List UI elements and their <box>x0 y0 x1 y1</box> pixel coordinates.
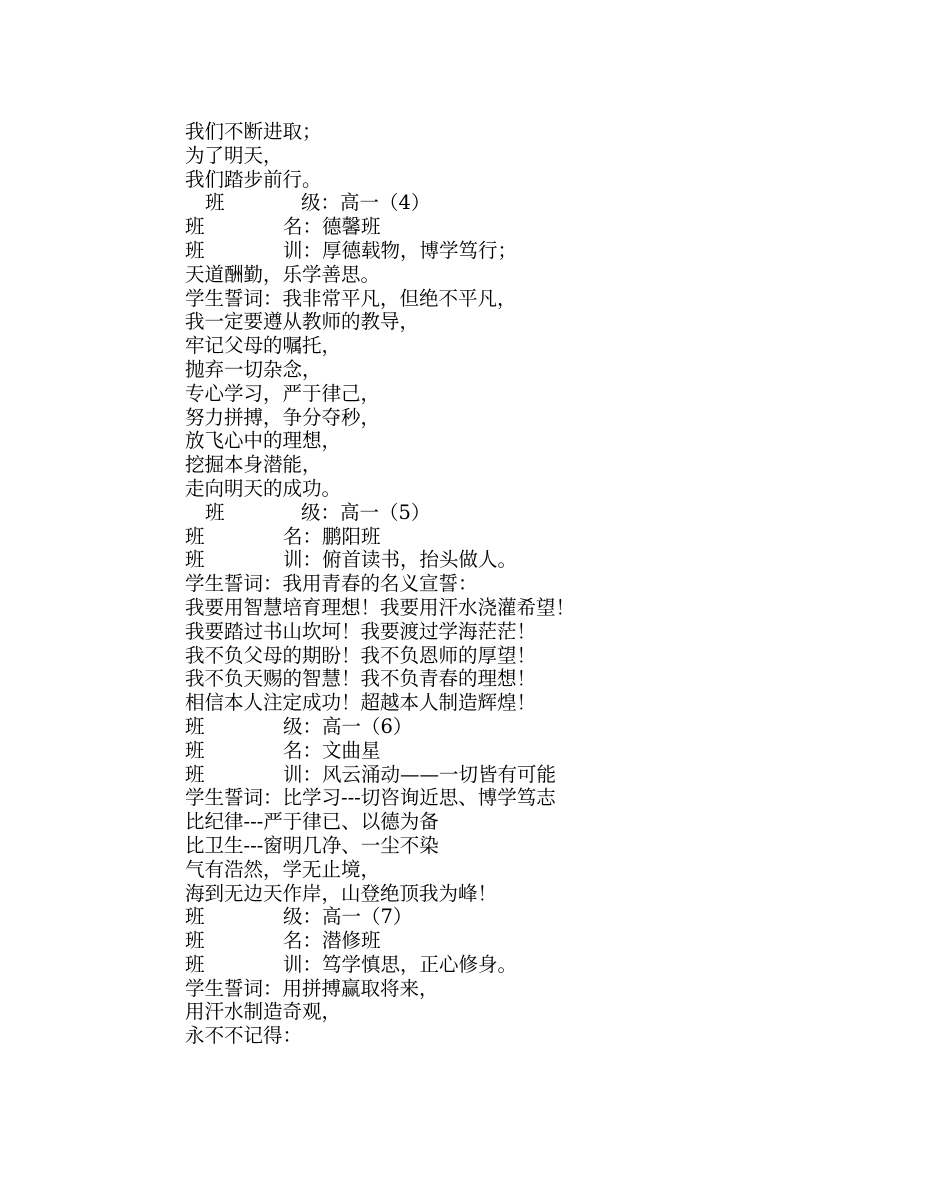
field-label: 班 <box>185 548 205 572</box>
class5-motto-value: 俯首读书，抬头做人。 <box>322 548 518 572</box>
class7-oath-line: 学生誓词：用拼搏赢取将来， <box>185 976 439 1000</box>
class4-oath-line: 努力拼搏，争分夺秒， <box>185 405 381 429</box>
class5-oath-line: 我不负天赐的智慧！我不负青春的理想！ <box>185 667 537 691</box>
field-label-suffix: 级： <box>301 500 341 524</box>
class6-oath-line: 海到无边天作岸，山登绝顶我为峰！ <box>185 881 498 905</box>
class4-oath-line: 走向明天的成功。 <box>185 476 342 500</box>
field-label: 班 <box>185 905 205 929</box>
class7-level-value: 高一（7） <box>322 905 413 929</box>
class6-motto-line <box>185 763 885 787</box>
class5-level-line <box>185 501 885 525</box>
class6-name-value: 文曲星 <box>322 738 381 762</box>
class4-level-value: 高一（4） <box>340 191 431 215</box>
class7-name-value: 潜修班 <box>322 929 381 953</box>
class4-oath-line: 挖掘本身潜能， <box>185 453 322 477</box>
field-label: 班 <box>205 500 225 524</box>
field-label-suffix: 名： <box>283 524 323 548</box>
class4-oath-line: 专心学习，严于律己， <box>185 381 381 405</box>
class7-name-line <box>185 929 885 953</box>
class4-level-line <box>185 191 885 215</box>
field-label: 班 <box>185 929 205 953</box>
field-label-suffix: 训： <box>283 762 323 786</box>
class6-motto-value: 风云涌动——一切皆有可能 <box>322 762 557 786</box>
field-label: 班 <box>205 191 225 215</box>
class7-oath-line: 用汗水制造奇观， <box>185 1000 342 1024</box>
field-label: 班 <box>185 215 205 239</box>
class5-oath-line: 我要用智慧培育理想！我要用汗水浇灌希望！ <box>185 595 576 619</box>
class7-oath-line: 永不不记得： <box>185 1024 303 1048</box>
class7-level-line <box>185 905 885 929</box>
class5-oath-line: 我要踏过书山坎坷！我要渡过学海茫茫！ <box>185 619 537 643</box>
class5-oath-line: 相信本人注定成功！超越本人制造辉煌！ <box>185 691 537 715</box>
field-label-suffix: 训： <box>283 952 323 976</box>
class4-motto-line <box>185 239 885 263</box>
class4-name-value: 德馨班 <box>322 215 381 239</box>
class7-motto-line <box>185 953 885 977</box>
class6-level-line <box>185 715 885 739</box>
class6-level-value: 高一（6） <box>322 714 413 738</box>
field-label: 班 <box>185 714 205 738</box>
field-label: 班 <box>185 762 205 786</box>
class6-oath-line: 气有浩然，学无止境， <box>185 857 381 881</box>
field-label: 班 <box>185 524 205 548</box>
field-label-suffix: 名： <box>283 738 323 762</box>
class6-oath-line: 学生誓词：比学习---切咨询近思、博学笃志 <box>185 786 556 810</box>
class6-name-line <box>185 739 885 763</box>
class4-oath-line: 学生誓词：我非常平凡，但绝不平凡， <box>185 286 517 310</box>
class5-level-value: 高一（5） <box>340 500 431 524</box>
class5-name-value: 鹏阳班 <box>322 524 381 548</box>
class4-motto-continued: 天道酬勤，乐学善思。 <box>185 262 381 286</box>
class4-oath-line: 放飞心中的理想， <box>185 429 342 453</box>
field-label-suffix: 级： <box>283 714 323 738</box>
class6-oath-line: 比纪律---严于律已、以德为备 <box>185 810 439 834</box>
field-label: 班 <box>185 238 205 262</box>
text-line: 我们不断进取； <box>185 120 322 143</box>
text-line: 我们踏步前行。 <box>185 167 322 191</box>
class4-oath-line: 抛弃一切杂念， <box>185 357 322 381</box>
class5-oath-line: 学生誓词：我用青春的名义宣誓： <box>185 572 478 596</box>
field-label-suffix: 名： <box>283 929 323 953</box>
class6-oath-line: 比卫生---窗明几净、一尘不染 <box>185 833 439 857</box>
class5-motto-line <box>185 548 885 572</box>
field-label-suffix: 训： <box>283 548 323 572</box>
field-label-suffix: 名： <box>283 215 323 239</box>
class5-name-line <box>185 525 885 549</box>
class4-oath-line: 我一定要遵从教师的教导， <box>185 310 420 334</box>
field-label-suffix: 级： <box>283 905 323 929</box>
class5-oath-line: 我不负父母的期盼！我不负恩师的厚望！ <box>185 643 537 667</box>
class4-oath-line: 牢记父母的嘱托， <box>185 334 342 358</box>
field-label: 班 <box>185 952 205 976</box>
text-line: 为了明天， <box>185 143 283 167</box>
class4-motto-value: 厚德载物，博学笃行； <box>322 238 518 262</box>
field-label-suffix: 级： <box>301 191 341 215</box>
field-label: 班 <box>185 738 205 762</box>
class7-motto-value: 笃学慎思，正心修身。 <box>322 952 518 976</box>
document-body <box>185 120 885 1048</box>
class4-name-line <box>185 215 885 239</box>
field-label-suffix: 训： <box>283 238 323 262</box>
